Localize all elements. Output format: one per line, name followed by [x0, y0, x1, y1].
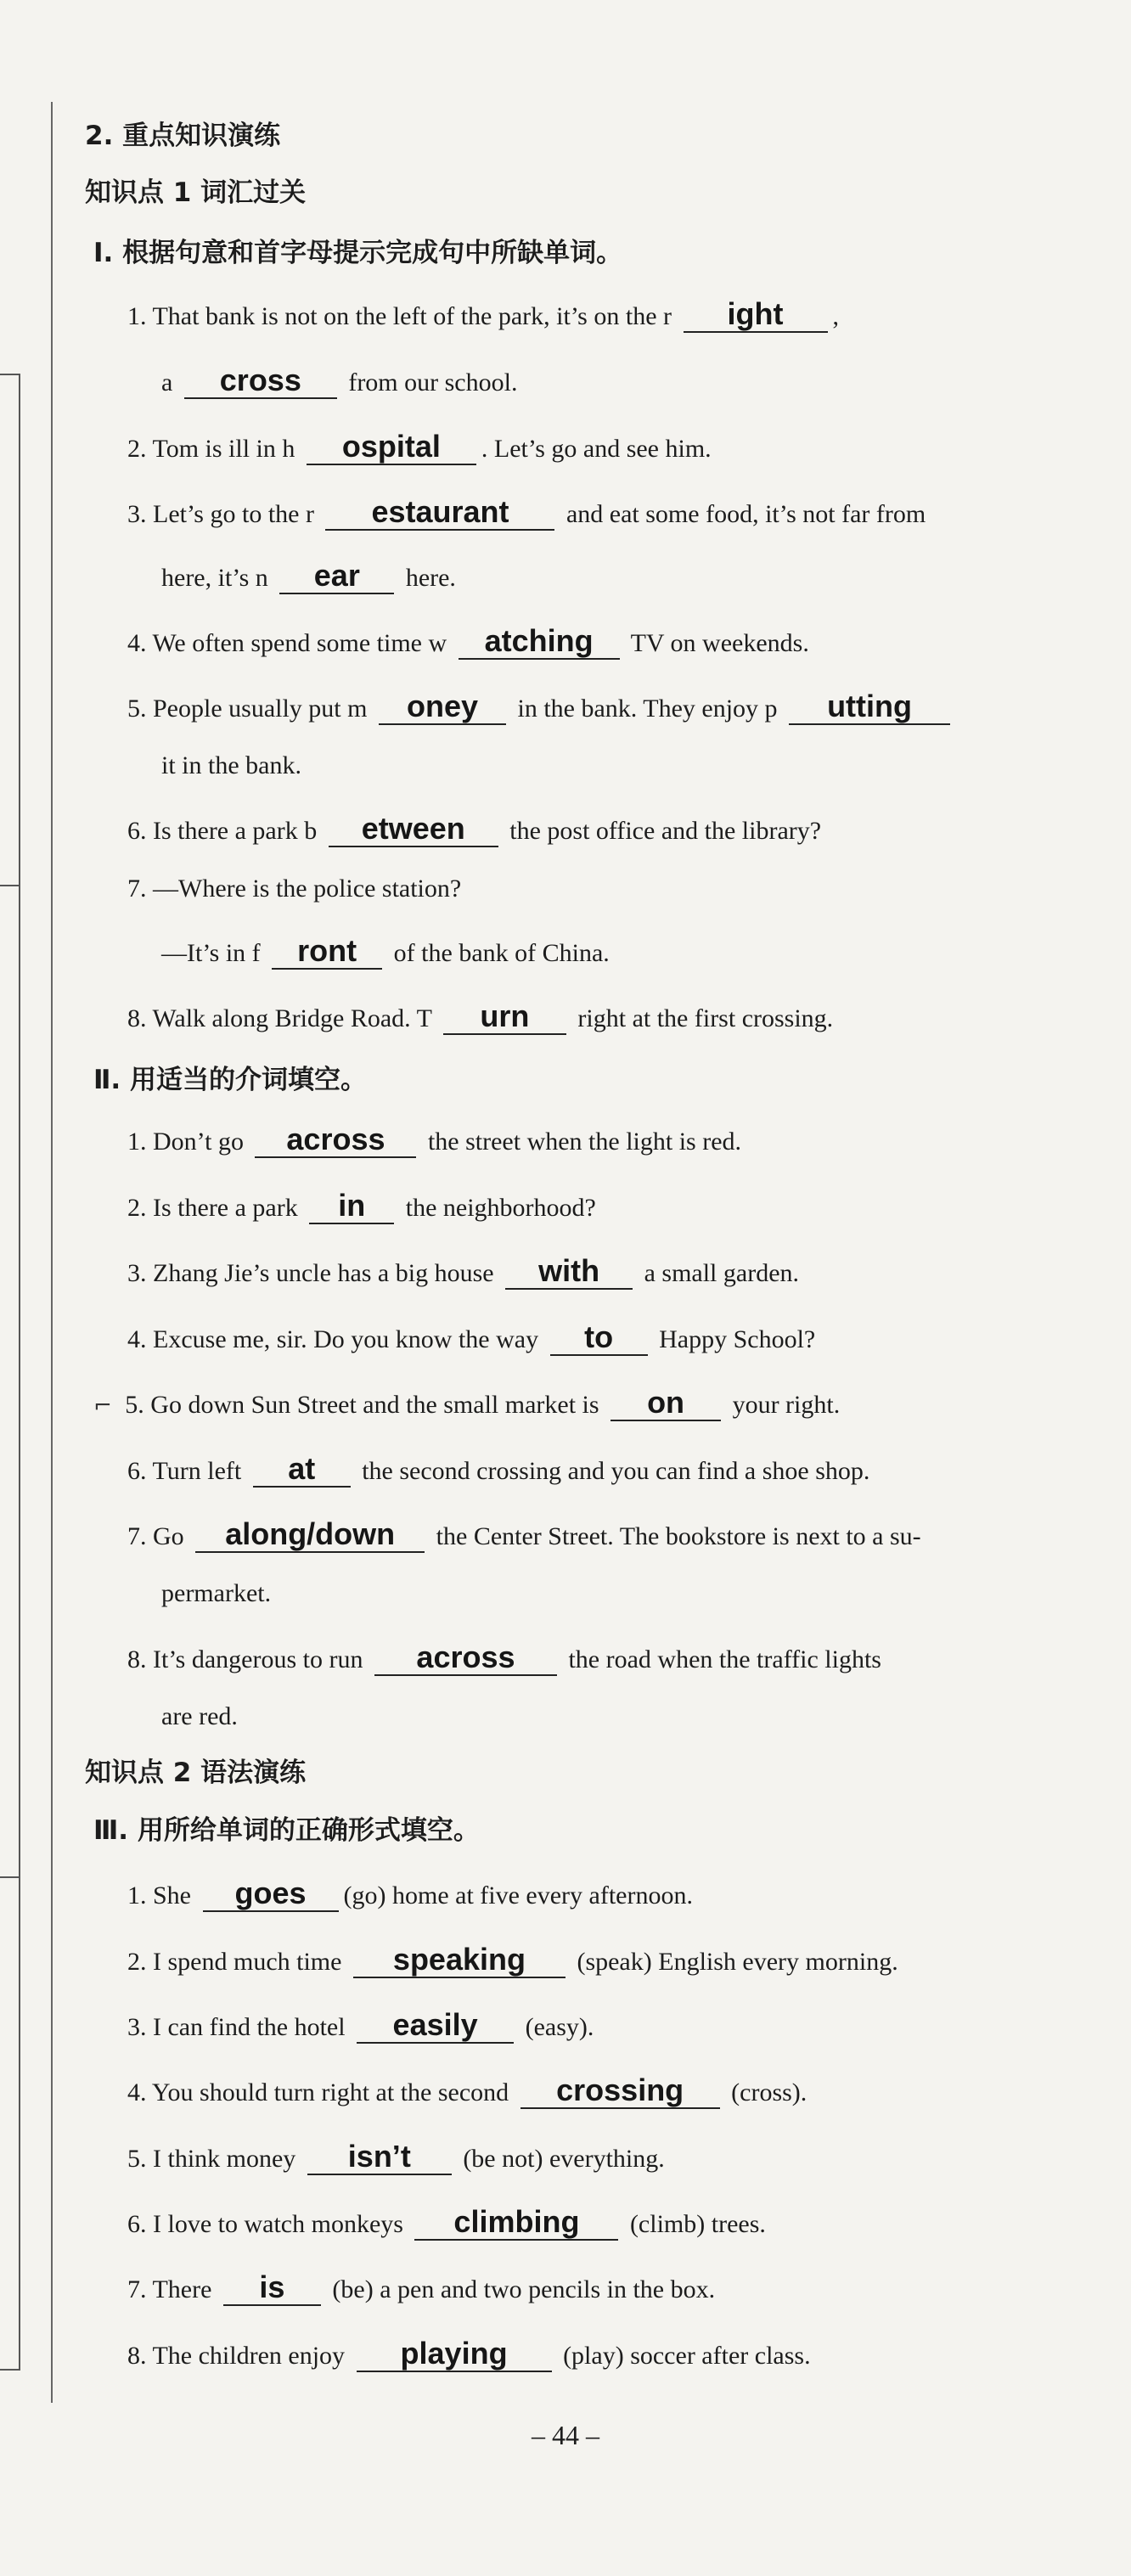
kp1-title: 知识点 1 词汇过关	[85, 177, 307, 208]
answer-blank[interactable]: ight	[684, 297, 828, 333]
p1-q1-cont: a cross from our school.	[161, 363, 518, 397]
p2-q8-cont: are red.	[161, 1702, 238, 1730]
answer-blank[interactable]: isn’t	[307, 2140, 452, 2175]
part3-title: Ⅲ. 用所给单词的正确形式填空。	[93, 1815, 480, 1846]
p2-q5: ⌐ 5. Go down Sun Street and the small market is on your right.	[93, 1385, 841, 1420]
p2-q8: 8. It’s dangerous to run across the road when the traffic lights	[127, 1640, 881, 1674]
p2-q2: 2. Is there a park in the neighborhood?	[127, 1188, 596, 1223]
p2-q7-cont: permarket.	[161, 1579, 272, 1607]
answer-blank[interactable]: ront	[272, 934, 382, 970]
answer-blank[interactable]: playing	[357, 2337, 552, 2372]
answer-blank[interactable]: estaurant	[325, 495, 554, 531]
binding-box	[0, 883, 20, 1878]
answer-blank[interactable]: along/down	[195, 1517, 425, 1553]
section-title: 2. 重点知识演练	[85, 121, 281, 151]
answer-blank[interactable]: ear	[279, 559, 394, 594]
binding-box	[0, 1876, 20, 2371]
p1-q2: 2. Tom is ill in h ospital . Let’s go and see him.	[127, 429, 712, 464]
answer-blank[interactable]: is	[223, 2270, 321, 2306]
p3-q8: 8. The children enjoy playing (play) soccer after class.	[127, 2336, 811, 2371]
answer-blank[interactable]: goes	[203, 1876, 339, 1912]
answer-blank[interactable]: across	[374, 1640, 557, 1676]
p2-q6: 6. Turn left at the second crossing and you can find a shoe shop.	[127, 1451, 870, 1486]
bracket-mark-icon: ⌐	[93, 1393, 112, 1419]
answer-blank[interactable]: oney	[379, 689, 506, 725]
p1-q8: 8. Walk along Bridge Road. T urn right at the first crossing.	[127, 998, 834, 1033]
margin-line	[51, 102, 53, 2403]
answer-blank[interactable]: to	[550, 1320, 648, 1356]
answer-blank[interactable]: on	[611, 1386, 721, 1421]
answer-blank[interactable]: cross	[184, 363, 337, 399]
p3-q1: 1. She goes (go) home at five every afternoon.	[127, 1876, 693, 1910]
binding-box	[0, 374, 20, 886]
p3-q5: 5. I think money isn’t (be not) everything.	[127, 2139, 665, 2174]
page-number: – 44 –	[532, 2420, 599, 2450]
p2-q1: 1. Don’t go across the street when the light is red.	[127, 1122, 742, 1156]
p3-q2: 2. I spend much time speaking (speak) English every morning.	[127, 1942, 898, 1977]
answer-blank[interactable]: climbing	[414, 2205, 618, 2241]
answer-blank[interactable]: etween	[329, 812, 498, 847]
answer-blank[interactable]: across	[255, 1122, 416, 1158]
p3-q3: 3. I can find the hotel easily (easy).	[127, 2007, 594, 2042]
answer-blank[interactable]: in	[309, 1189, 394, 1224]
answer-blank[interactable]: urn	[443, 999, 566, 1035]
answer-blank[interactable]: speaking	[353, 1943, 566, 1978]
p1-q3: 3. Let’s go to the r estaurant and eat some food, it’s not far from	[127, 494, 926, 529]
part2-title: Ⅱ. 用适当的介词填空。	[93, 1065, 367, 1095]
part1-title: Ⅰ. 根据句意和首字母提示完成句中所缺单词。	[93, 238, 623, 268]
answer-blank[interactable]: at	[253, 1452, 351, 1488]
p1-q6: 6. Is there a park b etween the post office and the library?	[127, 811, 822, 846]
answer-blank[interactable]: ospital	[307, 430, 476, 465]
p3-q6: 6. I love to watch monkeys climbing (climb) trees.	[127, 2204, 766, 2239]
p2-q7: 7. Go along/down the Center Street. The bookstore is next to a su-	[127, 1516, 921, 1551]
answer-blank[interactable]: atching	[459, 624, 620, 660]
p3-q7: 7. There is (be) a pen and two pencils in the box.	[127, 2269, 716, 2304]
p2-q3: 3. Zhang Jie’s uncle has a big house with a small garden.	[127, 1253, 800, 1288]
p3-q4: 4. You should turn right at the second crossing (cross).	[127, 2073, 807, 2107]
p2-q4: 4. Excuse me, sir. Do you know the way to Happy School?	[127, 1319, 816, 1354]
p1-q7: 7. —Where is the police station?	[127, 875, 462, 903]
p1-q5: 5. People usually put m oney in the bank. They enjoy p utting	[127, 689, 1131, 728]
answer-blank[interactable]: with	[505, 1254, 633, 1290]
answer-blank[interactable]: utting	[789, 689, 950, 725]
answer-blank[interactable]: crossing	[520, 2073, 720, 2109]
p1-q7-cont: —It’s in f ront of the bank of China.	[161, 933, 610, 968]
p1-q5-cont: it in the bank.	[161, 751, 301, 779]
p1-q1: 1. That bank is not on the left of the park, it’s on the r ight ,	[127, 296, 839, 331]
p1-q4: 4. We often spend some time w atching TV on weekends.	[127, 623, 809, 658]
kp2-title: 知识点 2 语法演练	[85, 1758, 307, 1788]
answer-blank[interactable]: easily	[357, 2008, 514, 2044]
p1-q3-cont: here, it’s n ear here.	[161, 558, 456, 593]
